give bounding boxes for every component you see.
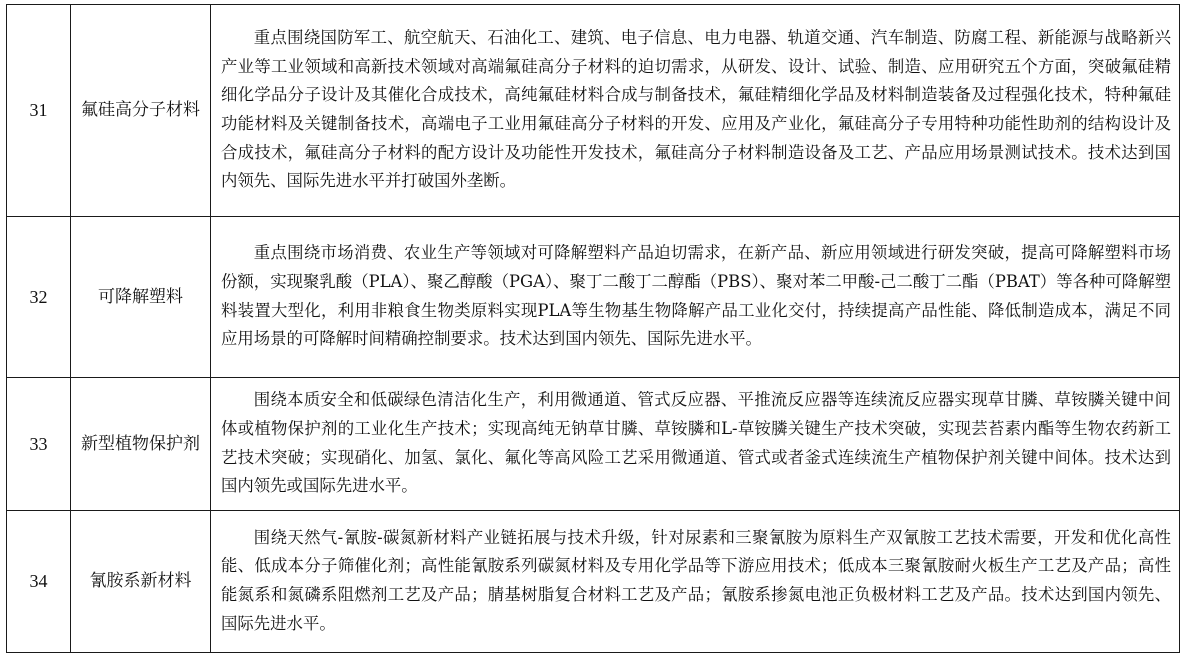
row-number: 31 bbox=[7, 5, 71, 217]
field-description: 重点围绕市场消费、农业生产等领域对可降解塑料产品迫切需求，在新产品、新应用领域进行研发突破，提高可降解塑料市场份额，实现聚乳酸（PLA）、聚乙醇酸（PGA）、聚丁二酸丁二醇酯（PBS）、聚对苯二甲酸-己二酸丁二酯（PBAT）等各种可降解塑料装置大型化，利用非粮食生物类原料实现PLA等生物基生物降解产品工业化交付，持续提高产品性能、降低制造成本，满足不同应用场景的可降解时间精确控制要求。技术达到国内领先、国际先进水平。 bbox=[211, 217, 1180, 378]
table-row bbox=[7, 378, 1180, 511]
field-name: 可降解塑料 bbox=[71, 217, 211, 378]
field-name: 氟硅高分子材料 bbox=[71, 5, 211, 217]
table-row bbox=[7, 511, 1180, 653]
field-description: 重点围绕国防军工、航空航天、石油化工、建筑、电子信息、电力电器、轨道交通、汽车制造、防腐工程、新能源与战略新兴产业等工业领域和高新技术领域对高端氟硅高分子材料的迫切需求，从研发、设计、试验、制造、应用研究五个方面，突破氟硅精细化学品分子设计及其催化合成技术，高纯氟硅材料合成与制备技术，氟硅精细化学品及材料制造装备及过程强化技术，特种氟硅功能材料及关键制备技术，高端电子工业用氟硅高分子材料的开发、应用及产业化，氟硅高分子专用特种功能性助剂的结构设计及合成技术，氟硅高分子材料的配方设计及功能性开发技术，氟硅高分子材料制造设备及工艺、产品应用场景测试技术。技术达到国内领先、国际先进水平并打破国外垄断。 bbox=[211, 5, 1180, 217]
row-number: 34 bbox=[7, 511, 71, 653]
table-row bbox=[7, 217, 1180, 378]
table-row bbox=[7, 5, 1180, 217]
row-number: 32 bbox=[7, 217, 71, 378]
technology-table bbox=[6, 4, 1180, 653]
field-name: 新型植物保护剂 bbox=[71, 378, 211, 511]
field-description: 围绕本质安全和低碳绿色清洁化生产，利用微通道、管式反应器、平推流反应器等连续流反应器实现草甘膦、草铵膦关键中间体或植物保护剂的工业化生产技术；实现高纯无钠草甘膦、草铵膦和L-草铵膦关键生产技术突破，实现芸苔素内酯等生物农药新工艺技术突破；实现硝化、加氢、氯化、氟化等高风险工艺采用微通道、管式或者釜式连续流生产植物保护剂关键中间体。技术达到国内领先或国际先进水平。 bbox=[211, 378, 1180, 511]
field-name: 氰胺系新材料 bbox=[71, 511, 211, 653]
field-description: 围绕天然气-氰胺-碳氮新材料产业链拓展与技术升级，针对尿素和三聚氰胺为原料生产双氰胺工艺技术需要，开发和优化高性能、低成本分子筛催化剂；高性能氰胺系列碳氮材料及专用化学品等下游应用技术；低成本三聚氰胺耐火板生产工艺及产品；高性能氮系和氮磷系阻燃剂工艺及产品；腈基树脂复合材料工艺及产品；氰胺系掺氮电池正负极材料工艺及产品。技术达到国内领先、国际先进水平。 bbox=[211, 511, 1180, 653]
row-number: 33 bbox=[7, 378, 71, 511]
